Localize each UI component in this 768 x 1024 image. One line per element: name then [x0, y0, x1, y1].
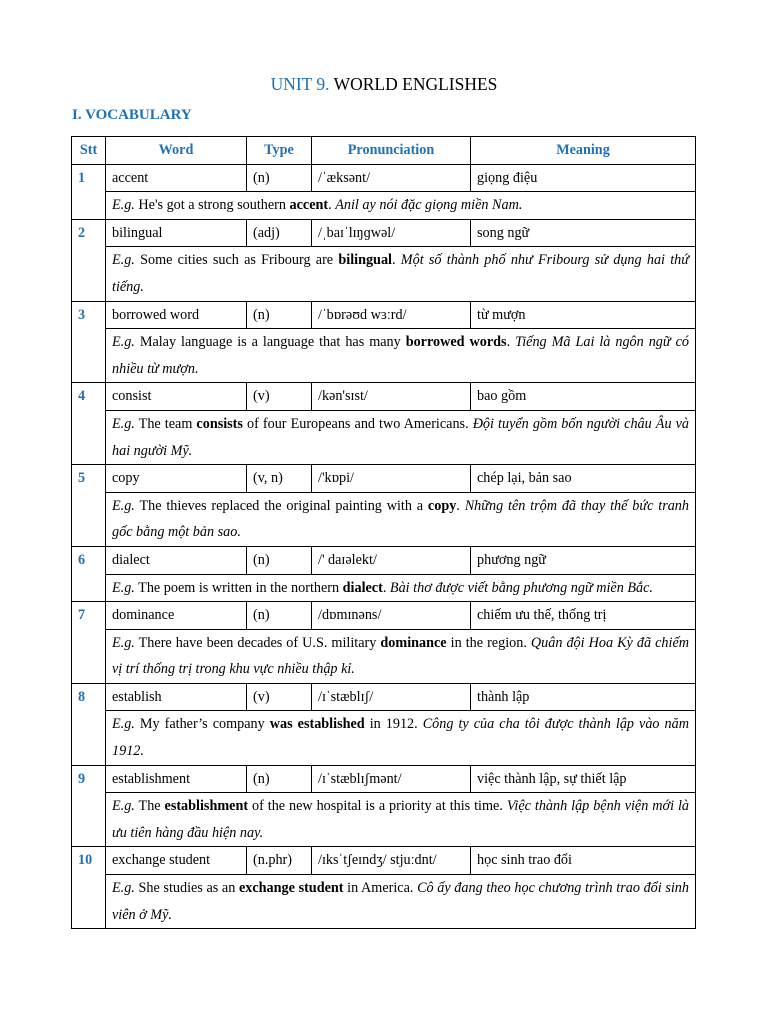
type-cell: (n) — [247, 164, 312, 192]
pronunciation-cell: /' daɪəlekt/ — [312, 546, 471, 574]
table-row — [72, 847, 696, 875]
meaning-cell: giọng điệu — [471, 164, 696, 192]
example-keyword: copy — [427, 497, 457, 514]
pronunciation-cell: /ɪˈstæblɪʃ/ — [312, 683, 471, 711]
example-keyword: dialect — [342, 579, 383, 596]
example-text-before: The poem is written in the northern — [134, 579, 343, 596]
example-cell — [106, 492, 696, 546]
pronunciation-cell: /ɪˈstæblɪʃmənt/ — [312, 765, 471, 793]
example-row — [72, 629, 696, 683]
example-text-before: The team — [134, 415, 197, 432]
example-text-before: The — [134, 798, 165, 815]
example-row — [72, 329, 696, 383]
example-keyword: bilingual — [338, 252, 392, 269]
example-text-after: . — [392, 252, 401, 269]
pronunciation-cell: /kən'sɪst/ — [312, 383, 471, 411]
row-number: 5 — [72, 465, 106, 547]
word-cell: dialect — [106, 546, 247, 574]
meaning-cell: bao gồm — [471, 383, 696, 411]
example-label: E.g. — [112, 334, 135, 351]
meaning-cell: song ngữ — [471, 219, 696, 247]
type-cell: (n) — [247, 546, 312, 574]
example-text-before: My father’s company — [134, 716, 270, 733]
example-translation: Đội tuyển gồm bốn người châu Âu và hai người Mỹ. — [112, 415, 689, 459]
table-row — [72, 164, 696, 192]
example-row — [72, 711, 696, 765]
header-pronunciation: Pronunciation — [312, 137, 471, 165]
type-cell: (n.phr) — [247, 847, 312, 875]
header-stt: Stt — [72, 137, 106, 165]
example-text-before: He's got a strong southern — [134, 197, 290, 214]
vocabulary-table-body — [72, 164, 696, 929]
header-type: Type — [247, 137, 312, 165]
example-label: E.g. — [112, 497, 135, 514]
table-row — [72, 383, 696, 411]
row-number: 2 — [72, 219, 106, 301]
table-row — [72, 602, 696, 630]
example-text-before: The thieves replaced the original painting with a — [134, 497, 428, 514]
pronunciation-cell: /ˈæksənt/ — [312, 164, 471, 192]
example-keyword: borrowed words — [405, 334, 507, 351]
example-translation: Cô ấy đang theo học chương trình trao đổi sinh viên ở Mỹ. — [112, 880, 689, 923]
example-keyword: accent — [289, 197, 329, 214]
table-row — [72, 765, 696, 793]
example-label: E.g. — [112, 798, 135, 815]
unit-number: UNIT 9. — [270, 74, 330, 94]
row-number: 3 — [72, 301, 106, 383]
row-number: 8 — [72, 683, 106, 765]
example-translation: Một số thành phố như Fribourg sử dụng hai thứ tiếng. — [112, 252, 690, 295]
example-text-after: . — [328, 197, 336, 214]
meaning-cell: chiếm ưu thế, thống trị — [471, 602, 696, 630]
word-cell: bilingual — [106, 219, 247, 247]
meaning-cell: việc thành lập, sự thiết lập — [471, 765, 696, 793]
example-text-after: in the region. — [446, 634, 531, 651]
table-row — [72, 301, 696, 329]
page-title — [0, 73, 768, 95]
example-keyword: exchange student — [238, 880, 344, 897]
row-number: 6 — [72, 546, 106, 601]
pronunciation-cell: /ˌbaɪˈlɪŋɡwəl/ — [312, 219, 471, 247]
word-cell: accent — [106, 164, 247, 192]
table-row — [72, 683, 696, 711]
word-cell: establish — [106, 683, 247, 711]
meaning-cell: học sinh trao đổi — [471, 847, 696, 875]
example-label: E.g. — [112, 579, 135, 596]
table-header-row — [72, 137, 696, 165]
header-meaning: Meaning — [471, 137, 696, 165]
example-row — [72, 875, 696, 929]
pronunciation-cell: /ɪksˈtʃeɪndʒ/ stjuːdnt/ — [312, 847, 471, 875]
example-cell — [106, 410, 696, 464]
example-row — [72, 574, 696, 602]
type-cell: (n) — [247, 602, 312, 630]
section-heading: I. VOCABULARY — [72, 107, 192, 123]
word-cell: dominance — [106, 602, 247, 630]
example-row — [72, 247, 696, 301]
word-cell: consist — [106, 383, 247, 411]
unit-name: WORLD ENGLISHES — [333, 74, 498, 94]
meaning-cell: chép lại, bản sao — [471, 465, 696, 493]
row-number: 1 — [72, 164, 106, 219]
example-text-after: . — [382, 579, 390, 596]
example-label: E.g. — [112, 252, 135, 269]
example-keyword: was established — [269, 716, 365, 733]
row-number: 10 — [72, 847, 106, 929]
example-text-after: of the new hospital is a priority at this time. — [248, 798, 507, 815]
word-cell: exchange student — [106, 847, 247, 875]
example-cell — [106, 711, 696, 765]
example-label: E.g. — [112, 634, 135, 651]
table-row — [72, 546, 696, 574]
example-text-after: . — [506, 334, 516, 351]
row-number: 9 — [72, 765, 106, 847]
table-row — [72, 219, 696, 247]
example-text-after: . — [456, 497, 465, 514]
example-cell — [106, 875, 696, 929]
example-keyword: dominance — [380, 634, 447, 651]
example-cell — [106, 247, 696, 301]
example-row — [72, 410, 696, 464]
example-keyword: consists — [196, 415, 243, 432]
example-translation: Bài thơ được viết bằng phương ngữ miền Bắc. — [389, 579, 653, 596]
row-number: 7 — [72, 602, 106, 684]
meaning-cell: từ mượn — [471, 301, 696, 329]
example-translation: Tiếng Mã Lai là ngôn ngữ có nhiều từ mượn. — [112, 334, 689, 377]
example-label: E.g. — [112, 197, 135, 214]
type-cell: (n) — [247, 765, 312, 793]
example-text-before: There have been decades of U.S. military — [134, 634, 381, 651]
example-label: E.g. — [112, 880, 135, 897]
row-number: 4 — [72, 383, 106, 465]
example-translation: Anil ay nói đặc giọng miền Nam. — [335, 197, 523, 214]
example-row — [72, 492, 696, 546]
example-row — [72, 793, 696, 847]
example-text-before: Malay language is a language that has many — [134, 334, 406, 351]
meaning-cell: thành lập — [471, 683, 696, 711]
example-text-after: in 1912. — [364, 716, 423, 733]
example-text-after: in America. — [343, 880, 418, 897]
example-cell — [106, 574, 696, 602]
vocabulary-table — [71, 136, 696, 929]
type-cell: (v, n) — [247, 465, 312, 493]
pronunciation-cell: /ˈbɒrəʊd wɜːrd/ — [312, 301, 471, 329]
example-cell — [106, 329, 696, 383]
example-translation: Quân đội Hoa Kỳ đã chiếm vị trí thống trị trong khu vực nhiều thập kỉ. — [112, 634, 689, 678]
example-text-before: Some cities such as Fribourg are — [134, 252, 339, 269]
example-translation: Công ty của cha tôi được thành lập vào năm 1912. — [112, 716, 689, 760]
pronunciation-cell: /dɒmɪnəns/ — [312, 602, 471, 630]
type-cell: (v) — [247, 683, 312, 711]
example-cell — [106, 793, 696, 847]
word-cell: borrowed word — [106, 301, 247, 329]
word-cell: copy — [106, 465, 247, 493]
example-translation: Việc thành lập bệnh viện mới là ưu tiên hàng đầu hiện nay. — [112, 798, 689, 841]
example-cell — [106, 629, 696, 683]
pronunciation-cell: /'kɒpi/ — [312, 465, 471, 493]
type-cell: (n) — [247, 301, 312, 329]
example-cell — [106, 192, 696, 220]
header-word: Word — [106, 137, 247, 165]
type-cell: (adj) — [247, 219, 312, 247]
example-text-before: She studies as an — [134, 880, 239, 897]
table-row — [72, 465, 696, 493]
example-text-after: of four Europeans and two Americans. — [242, 415, 473, 432]
example-keyword: establishment — [164, 798, 249, 815]
example-translation: Những tên trộm đã thay thế bức tranh gốc bằng một bản sao. — [112, 497, 689, 541]
type-cell: (v) — [247, 383, 312, 411]
meaning-cell: phương ngữ — [471, 546, 696, 574]
example-label: E.g. — [112, 415, 135, 432]
word-cell: establishment — [106, 765, 247, 793]
example-row — [72, 192, 696, 220]
example-label: E.g. — [112, 716, 135, 733]
